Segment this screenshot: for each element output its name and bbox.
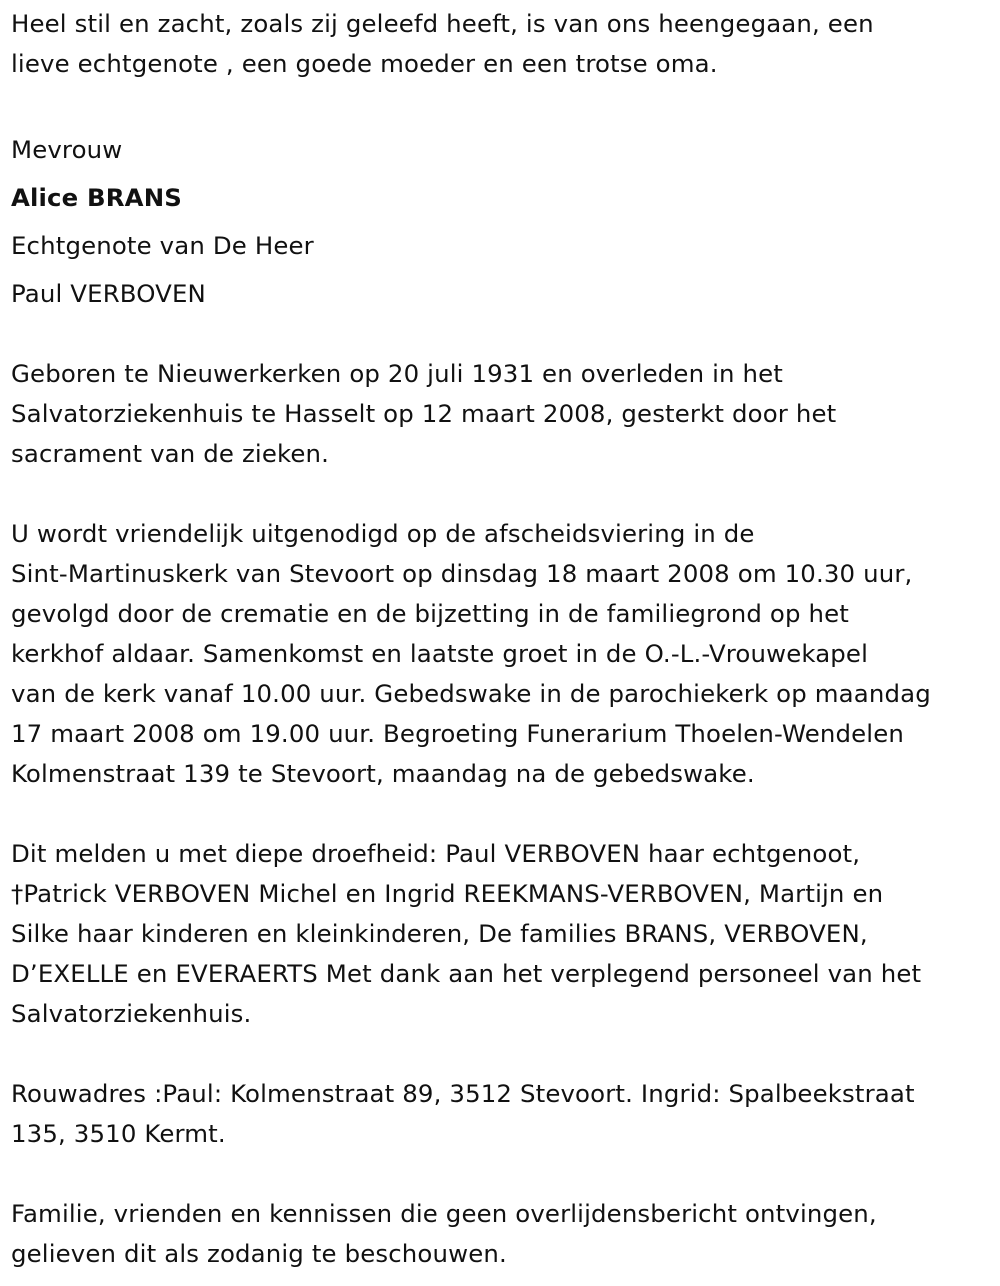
birth-death-line: Salvatorziekenhuis te Hasselt op 12 maart 2008, gesterkt door het [11,399,837,428]
honorific: Mevrouw [11,135,123,164]
spacer [11,84,1000,124]
birth-death-paragraph [11,354,1000,474]
intro-line: lieve echtgenote , een goede moeder en een trotse oma. [11,49,718,78]
family-line: Dit melden u met diepe droefheid: Paul VERBOVEN haar echtgenoot, [11,839,861,868]
closing-line: Familie, vrienden en kennissen die geen overlijdensbericht ontvingen, [11,1199,877,1228]
spacer [11,1034,1000,1074]
spacer [11,794,1000,834]
ceremony-line: 17 maart 2008 om 19.00 uur. Begroeting Funerarium Thoelen-Wendelen [11,719,904,748]
family-paragraph [11,834,1000,1034]
ceremony-line: kerkhof aldaar. Samenkomst en laatste groet in de O.-L.-Vrouwekapel [11,639,869,668]
spouse-label: Echtgenote van De Heer [11,231,314,260]
deceased-name: Alice BRANS [11,183,182,212]
intro-line: Heel stil en zacht, zoals zij geleefd heeft, is van ons heengegaan, een [11,9,874,38]
name-block [11,126,1000,318]
ceremony-line: gevolgd door de crematie en de bijzetting in de familiegrond op het [11,599,849,628]
ceremony-line: van de kerk vanaf 10.00 uur. Gebedswake in de parochiekerk op maandag [11,679,931,708]
ceremony-line: Kolmenstraat 139 te Stevoort, maandag na de gebedswake. [11,759,755,788]
spacer [11,474,1000,514]
spacer [11,318,1000,354]
family-line: †Patrick VERBOVEN Michel en Ingrid REEKMANS-VERBOVEN, Martijn en [11,879,884,908]
address-line: 135, 3510 Kermt. [11,1119,226,1148]
ceremony-line: Sint-Martinuskerk van Stevoort op dinsdag 18 maart 2008 om 10.30 uur, [11,559,913,588]
family-line: D’EXELLE en EVERAERTS Met dank aan het verplegend personeel van het [11,959,922,988]
ceremony-paragraph [11,514,1000,794]
address-line: Rouwadres :Paul: Kolmenstraat 89, 3512 Stevoort. Ingrid: Spalbeekstraat [11,1079,915,1108]
family-line: Silke haar kinderen en kleinkinderen, De families BRANS, VERBOVEN, [11,919,868,948]
spouse-name: Paul VERBOVEN [11,279,206,308]
ceremony-line: U wordt vriendelijk uitgenodigd op de afscheidsviering in de [11,519,755,548]
intro-paragraph [11,4,1000,84]
closing-paragraph [11,1194,1000,1274]
closing-line: gelieven dit als zodanig te beschouwen. [11,1239,507,1268]
spacer [11,1154,1000,1194]
address-paragraph [11,1074,1000,1154]
birth-death-line: Geboren te Nieuwerkerken op 20 juli 1931 en overleden in het [11,359,783,388]
family-line: Salvatorziekenhuis. [11,999,252,1028]
birth-death-line: sacrament van de zieken. [11,439,330,468]
